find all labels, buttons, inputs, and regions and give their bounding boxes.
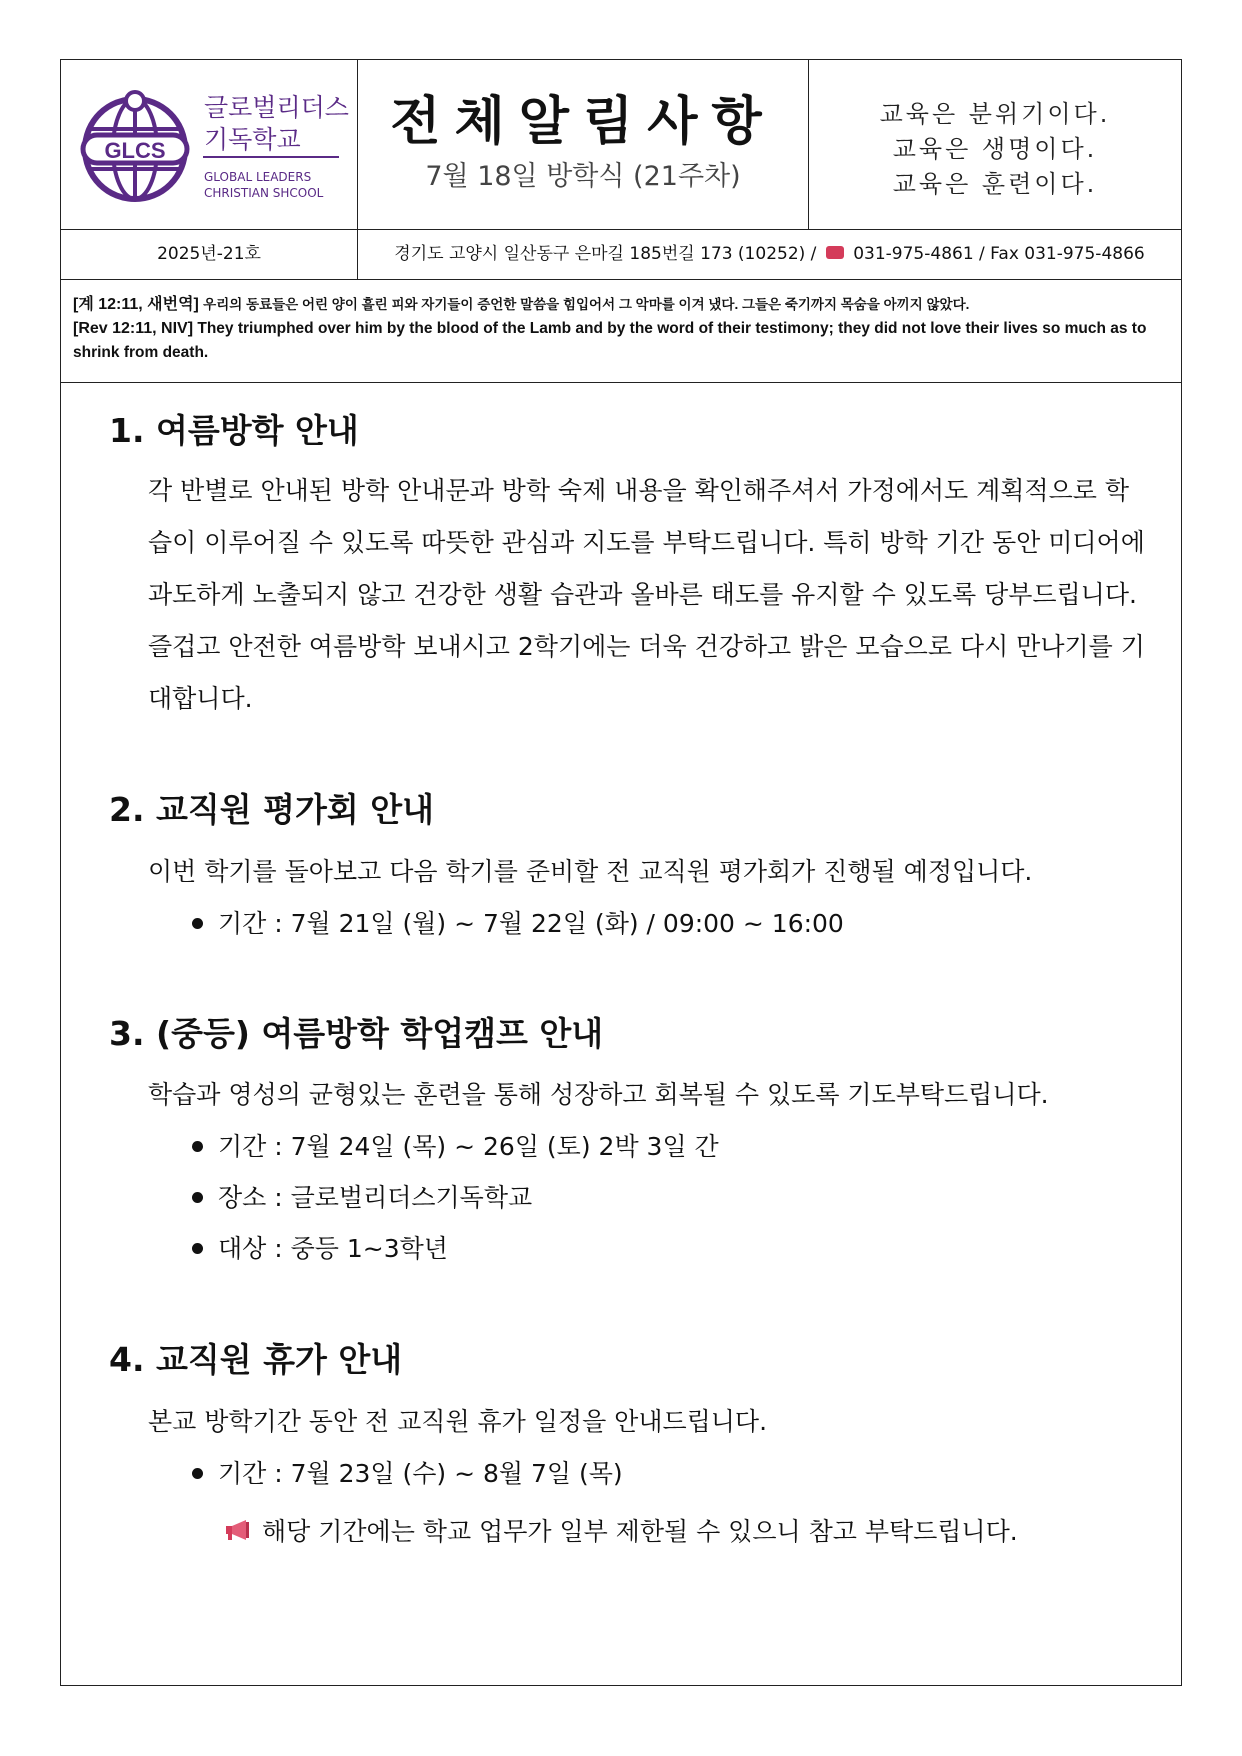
section-1-title: 1. 여름방학 안내	[109, 411, 359, 450]
page-subtitle: 7월 18일 방학식 (21주차)	[425, 161, 741, 192]
section-2-bullets	[148, 898, 844, 949]
section-3-title: 3. (중등) 여름방학 학업캠프 안내	[109, 1014, 604, 1053]
bible-verse	[61, 280, 1181, 383]
logo-cell	[61, 60, 358, 229]
list-item	[148, 1172, 719, 1223]
section-3-bullets	[148, 1121, 719, 1274]
megaphone-icon	[224, 1519, 252, 1541]
address-text: 경기도 고양시 일산동구 은마길 185번길 173 (10252) /	[394, 244, 817, 264]
motto-line-1: 교육은 분위기이다.	[879, 100, 1111, 128]
bullet-text: 기간 : 7월 21일 (월) ~ 7월 22일 (화) / 09:00 ~ 16:00	[218, 909, 844, 938]
bullet-icon	[192, 1141, 203, 1152]
list-item	[148, 1121, 719, 1172]
info-row	[61, 230, 1181, 280]
list-item	[148, 898, 844, 949]
logo-english-name	[204, 169, 323, 201]
list-item	[148, 1223, 719, 1274]
section-1-body: 각 반별로 안내된 방학 안내문과 방학 숙제 내용을 확인해주셔서 가정에서도 계획적으로 학습이 이루어질 수 있도록 따뜻한 관심과 지도를 부탁드립니다. 특히 방학 기간 동안 미디어에 과도하게 노출되지 않고 건강한 생활 습관과 올바른 태도를 유지할 수 있도록 당부드립니다. 즐겁고 안전한 여름방학 보내시고 2학기에는 더욱 건강하고 밝은 모습으로 다시 만나기를 기대합니다.	[148, 476, 1145, 713]
verse-english	[73, 317, 1169, 365]
bullet-icon	[192, 918, 203, 929]
school-logo-globe-icon	[79, 89, 191, 203]
section-3-body: 학습과 영성의 균형있는 훈련을 통해 성장하고 회복될 수 있도록 기도부탁드립니다.	[148, 1080, 1049, 1109]
logo-name-line-1: 글로벌리더스	[204, 93, 349, 122]
verse-english-text: They triumphed over him by the blood of the Lamb and by the word of their testimony; they did not love their lives so much as to shrink from death.	[73, 320, 1147, 361]
logo-divider	[203, 156, 339, 158]
verse-english-ref: [Rev 12:11, NIV]	[73, 320, 194, 337]
logo-mark-text: GLCS	[104, 138, 166, 163]
logo-name-line-2: 기독학교	[204, 125, 301, 154]
bullet-text: 대상 : 중등 1~3학년	[218, 1234, 448, 1263]
issue-number: 2025년-21호	[61, 230, 358, 279]
verse-korean	[73, 293, 1169, 317]
verse-korean-ref: [계 12:11, 새번역]	[73, 296, 199, 313]
section-4-title: 4. 교직원 휴가 안내	[109, 1340, 403, 1379]
telephone-icon	[826, 246, 844, 259]
bullet-text: 기간 : 7월 24일 (목) ~ 26일 (토) 2박 3일 간	[218, 1132, 719, 1161]
motto-line-3: 교육은 훈련이다.	[892, 170, 1098, 198]
section-2-body: 이번 학기를 돌아보고 다음 학기를 준비할 전 교직원 평가회가 진행될 예정입니다.	[148, 857, 1033, 886]
vacation-note	[224, 1512, 1018, 1548]
bullet-icon	[192, 1243, 203, 1254]
logo-english-line-1: GLOBAL LEADERS	[204, 170, 312, 184]
note-text: 해당 기간에는 학교 업무가 일부 제한될 수 있으니 참고 부탁드립니다.	[262, 1517, 1018, 1546]
page-title: 전체알림사항	[390, 92, 776, 152]
verse-korean-text: 우리의 동료들은 어린 양이 흘린 피와 자기들이 증언한 말씀을 힘입어서 그 악마를 이겨 냈다. 그들은 죽기까지 목숨을 아끼지 않았다.	[203, 297, 970, 312]
phone-fax-text: 031-975-4861 / Fax 031-975-4866	[853, 244, 1145, 264]
newsletter-frame	[60, 59, 1182, 1686]
list-item	[148, 1448, 623, 1499]
header-row	[61, 60, 1181, 230]
bullet-text: 장소 : 글로벌리더스기독학교	[218, 1183, 533, 1212]
section-4-bullets	[148, 1448, 623, 1499]
title-cell	[358, 60, 809, 229]
motto-line-2: 교육은 생명이다.	[892, 135, 1098, 163]
logo-korean-name	[204, 92, 349, 156]
section-4-body: 본교 방학기간 동안 전 교직원 휴가 일정을 안내드립니다.	[148, 1407, 768, 1436]
section-2-title: 2. 교직원 평가회 안내	[109, 790, 434, 829]
motto-cell	[809, 60, 1181, 229]
logo-english-line-2: CHRISTIAN SHCOOL	[204, 186, 324, 200]
bullet-icon	[192, 1192, 203, 1203]
bullet-text: 기간 : 7월 23일 (수) ~ 8월 7일 (목)	[218, 1459, 623, 1488]
contact-address	[358, 230, 1181, 279]
bullet-icon	[192, 1468, 203, 1479]
